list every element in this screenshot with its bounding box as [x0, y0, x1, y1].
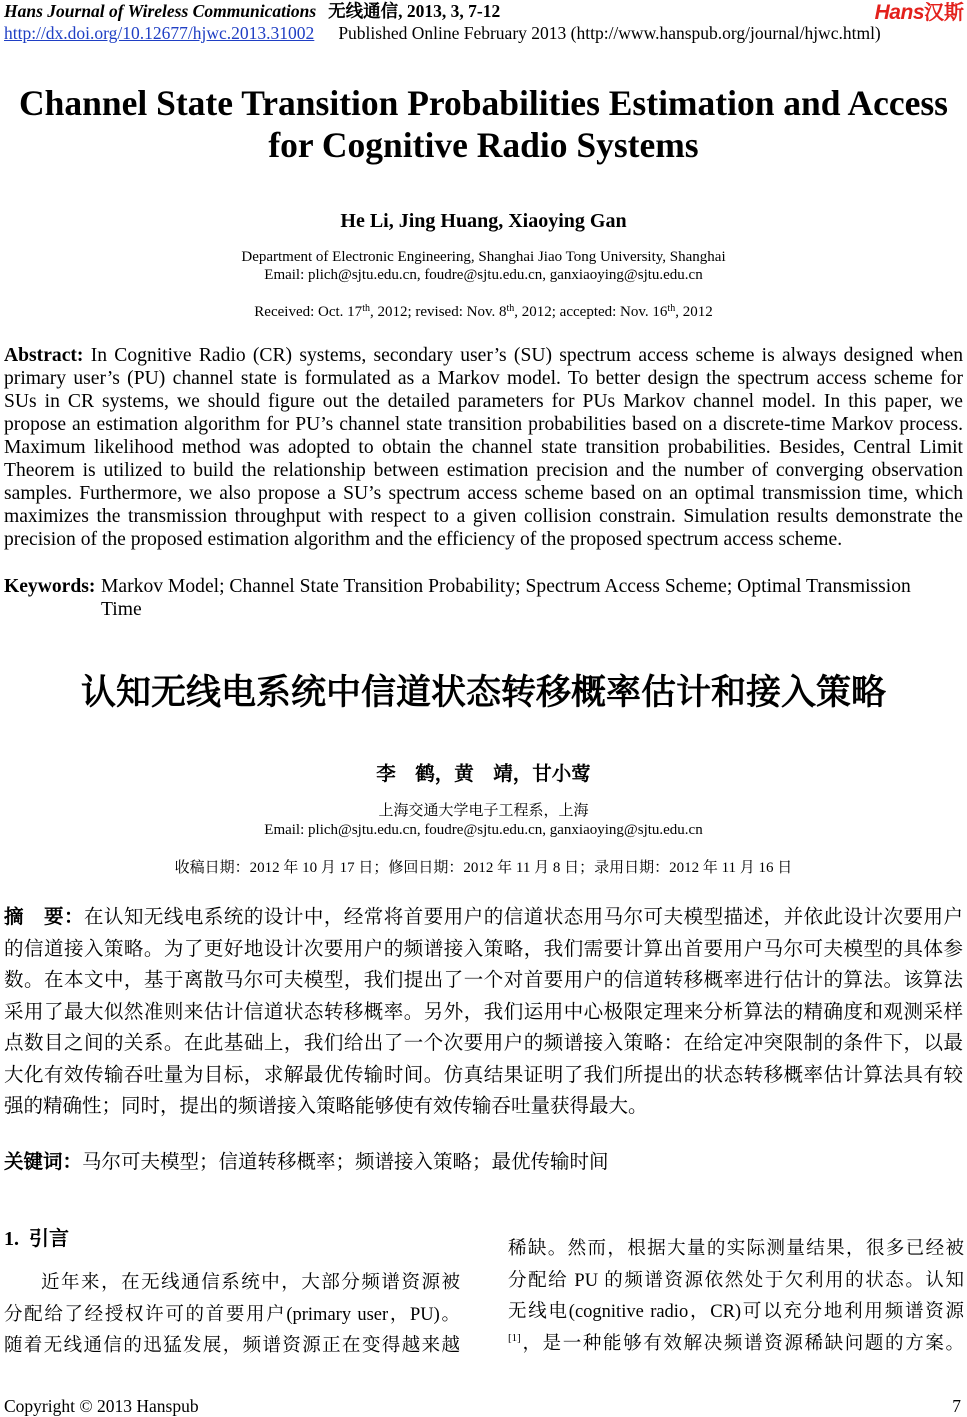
- abstract-line: 采用了最大似然准则来估计信道状态转移概率。另外，我们运用中心极限定理来分析算法的精确度和观测采样: [4, 1001, 963, 1023]
- abstract-line: Theorem is utilized to build the relationship between estimation precision and the number of converging observation: [4, 460, 963, 481]
- affiliation-cn: [0, 802, 967, 840]
- keywords-line: Markov Model; Channel State Transition Probability; Spectrum Access Scheme; Optimal Transmission: [101, 576, 911, 597]
- citation-ref: [1]: [508, 1332, 521, 1345]
- published-online: Published Online February 2013 (http://www.hanspub.org/journal/hjwc.html): [338, 23, 881, 43]
- received-dates-en: [0, 303, 967, 321]
- abstract-line: 数。在本文中，基于离散马尔可夫模型，我们提出了一个对首要用户的信道转移概率进行估计的算法。该算法: [4, 970, 963, 991]
- abstract-line: precision of the proposed estimation algorithm and the efficiency of the proposed spectrum access scheme.: [4, 529, 843, 550]
- paper-title-cn: 认知无线电系统中信道状态转移概率估计和接入策略: [80, 673, 886, 713]
- hans-logo: [875, 1, 964, 26]
- keywords-en: [4, 575, 963, 621]
- abstract-label: Abstract:: [4, 345, 84, 366]
- email-line: Email: plich@sjtu.edu.cn, foudre@sjtu.edu.cn, ganxiaoying@sjtu.edu.cn: [264, 822, 703, 838]
- received-dates-cn: 收稿日期：2012 年 10 月 17 日；修回日期：2012 年 11 月 8 日；录用日期：2012 年 11 月 16 日: [174, 860, 793, 876]
- received-year: , 2012: [675, 304, 713, 320]
- title-line: Channel State Transition Probabilities Estimation and Access: [18, 83, 948, 123]
- title-line: for Cognitive Radio Systems: [268, 125, 699, 165]
- paper-title-en: [0, 82, 967, 166]
- authors-cn: 李 鹤，黄 靖，甘小莺: [376, 764, 591, 785]
- ordinal-suffix: th: [362, 303, 370, 314]
- body-line: 稀缺。然而，根据大量的实际测量结果，很多已经被: [508, 1239, 964, 1259]
- publication-line: [4, 23, 881, 43]
- affiliation-line: 上海交通大学电子工程系，上海: [378, 803, 589, 819]
- authors-en: He Li, Jing Huang, Xiaoying Gan: [340, 210, 627, 232]
- ordinal-suffix: th: [667, 303, 676, 314]
- abstract-line: 强的精确性；同时，提出的频谱接入策略能够使有效传输吞吐量获得最大。: [4, 1096, 648, 1117]
- journal-name: Hans Journal of Wireless Communications: [4, 1, 317, 21]
- abstract-line: SUs in CR systems, we should figure out the detailed parameters for PUs Markov channel model. In this paper, we: [4, 391, 963, 412]
- keywords-label: Keywords:: [4, 576, 96, 597]
- logo-wordmark: Hans: [874, 1, 924, 24]
- keywords-list: [101, 575, 963, 621]
- logo-chinese: 汉斯: [924, 0, 964, 24]
- body-line: 随着无线通信的迅猛发展，频谱资源正在变得越来越: [4, 1336, 460, 1356]
- body-line: 近年来，在无线通信系统中，大部分频谱资源被: [41, 1273, 460, 1293]
- journal-header: [4, 1, 500, 21]
- abstract-line: 大化有效传输吞吐量为目标，求解最优传输时间。仿真结果证明了我们所提出的状态转移概率估计算法具有较: [4, 1064, 963, 1086]
- abstract-line: 点数目之间的关系。在此基础上，我们给出了一个次要用户的频谱接入策略：在给定冲突限制的条件下，以最: [4, 1033, 963, 1054]
- abstract-line: [4, 902, 963, 934]
- body-text: ，是一种能够有效解决频谱资源稀缺问题的方案。: [520, 1334, 964, 1355]
- abstract-text: 在认知无线电系统的设计中，经常将首要用户的信道状态用马尔可夫模型描述，并依此设计次要用户: [83, 907, 963, 928]
- affiliation-en: [0, 248, 967, 284]
- abstract-text: In Cognitive Radio (CR) systems, secondary user’s (SU) spectrum access scheme is always designed when: [90, 345, 963, 366]
- keywords-cn: [4, 1147, 963, 1178]
- right-column: [508, 1234, 964, 1361]
- abstract-line: 的信道接入策略。为了更好地设计次要用户的频谱接入策略，我们需要计算出首要用户马尔可夫模型的具体参: [4, 938, 963, 960]
- received-text: Received: Oct. 17: [254, 304, 363, 320]
- section-title: 引言: [29, 1228, 69, 1250]
- keywords-line: Time: [101, 599, 142, 620]
- journal-issue-info: 无线通信, 2013, 3, 7-12: [328, 1, 501, 21]
- body-line: 分配给 PU 的频谱资源依然处于欠利用的状态。认知: [508, 1270, 964, 1291]
- abstract-line: propose an estimation algorithm for PU’s channel state transition probabilities based on a discrete-time Markov process.: [4, 414, 963, 435]
- copyright-notice: Copyright © 2013 Hanspub: [4, 1396, 199, 1416]
- accepted-text: , 2012; accepted: Nov. 16: [514, 304, 668, 320]
- section-number: 1.: [4, 1228, 19, 1250]
- email-line: Email: plich@sjtu.edu.cn, foudre@sjtu.edu.cn, ganxiaoying@sjtu.edu.cn: [264, 267, 703, 283]
- keywords-list: 马尔可夫模型；信道转移概率；频谱接入策略；最优传输时间: [82, 1152, 609, 1173]
- affiliation-line: Department of Electronic Engineering, Shanghai Jiao Tong University, Shanghai: [241, 249, 726, 265]
- abstract-cn: [4, 902, 963, 1123]
- page-number: 7: [952, 1396, 961, 1416]
- doi-link[interactable]: http://dx.doi.org/10.12677/hjwc.2013.31002: [4, 23, 315, 43]
- abstract-label: 摘 要：: [4, 907, 84, 928]
- ordinal-suffix: th: [506, 303, 515, 314]
- keywords-label: 关键词：: [4, 1152, 83, 1173]
- abstract-line: Maximum likelihood method was adopted to obtain the channel state transition probabilities. Besides, Central Limit: [4, 437, 963, 458]
- body-line: 无线电(cognitive radio，CR)可以充分地利用频谱资源: [508, 1302, 964, 1323]
- abstract-en: [4, 344, 963, 551]
- abstract-line: samples. Furthermore, we also propose a SU’s spectrum access scheme based on an optimal transmission time, which: [4, 483, 963, 504]
- left-column: [4, 1268, 460, 1363]
- abstract-line: maximizes the transmission throughput with respect to a given collision constrain. Simulation results demonstrate the: [4, 506, 963, 527]
- body-line: [508, 1329, 964, 1361]
- abstract-line: [4, 344, 963, 367]
- revised-text: , 2012; revised: Nov. 8: [369, 304, 507, 320]
- abstract-line: primary user’s (PU) channel state is formulated as a Markov model. To better design the spectrum access scheme for: [4, 368, 963, 389]
- body-line: 分配给了经授权许可的首要用户(primary user，PU)。: [4, 1304, 460, 1325]
- section-heading: [4, 1224, 69, 1254]
